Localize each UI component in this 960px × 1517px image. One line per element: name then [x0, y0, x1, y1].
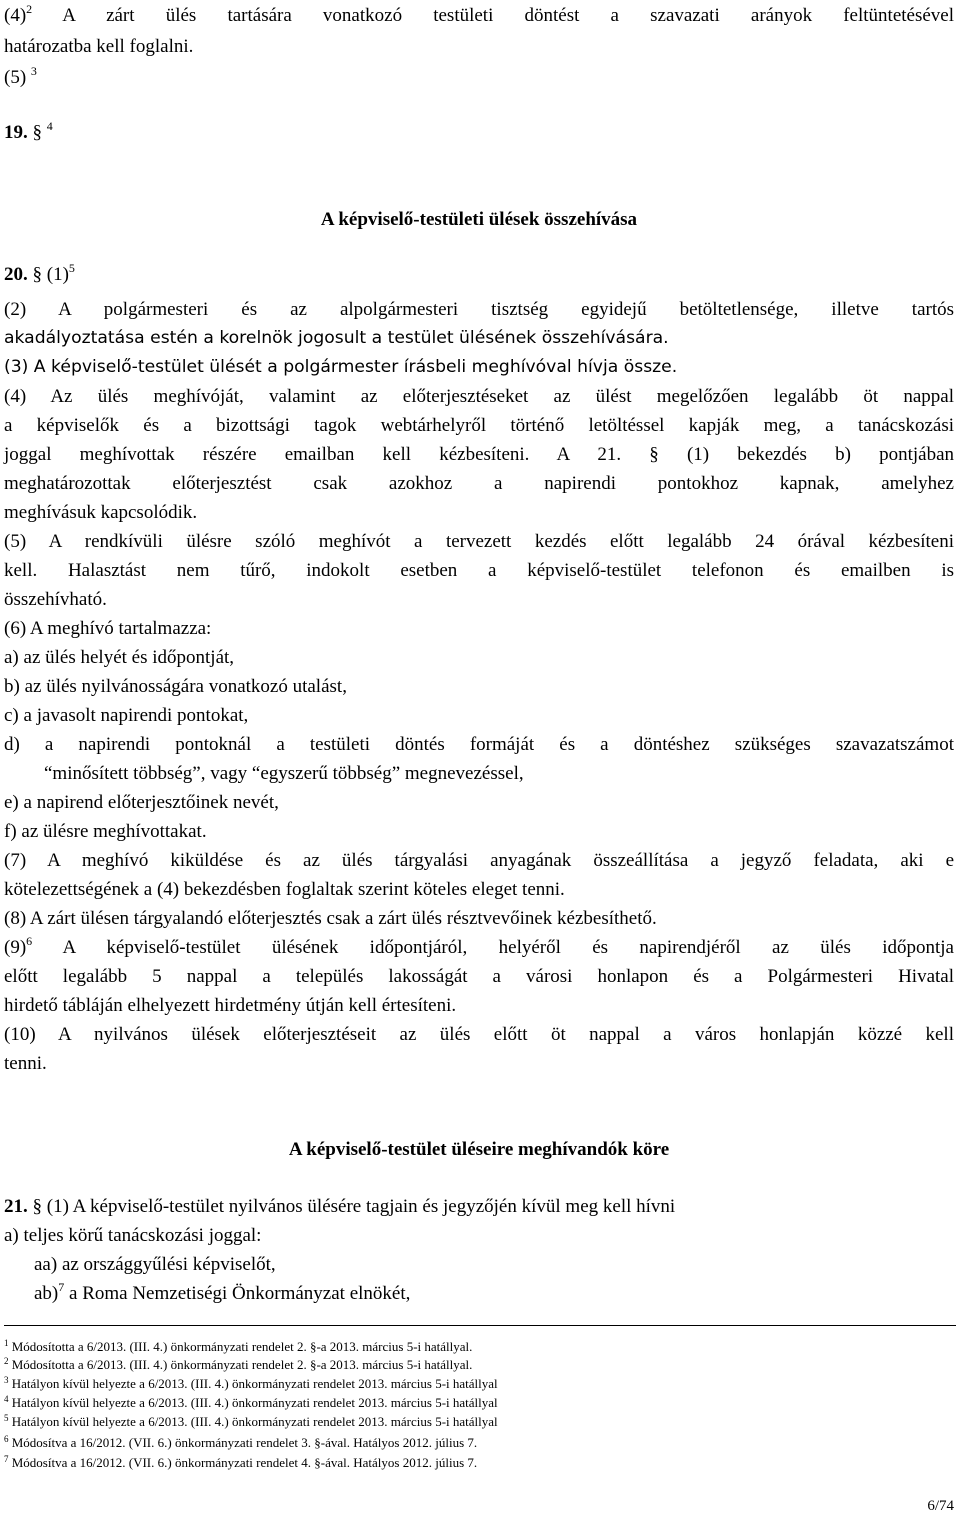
text-run: A képviselő-testület üléseire meghívandók köre — [288, 1139, 670, 1160]
footnote-number: 2 — [4, 1356, 9, 1366]
text-run: “minősített többség”, vagy “egyszerű többség” megnevezéssel, — [44, 763, 524, 784]
text-line — [4, 559, 954, 583]
footnote-ref: 5 — [68, 261, 75, 275]
text-run: a Roma Nemzetiségi Önkormányzat elnökét, — [64, 1283, 411, 1304]
text-line — [4, 326, 954, 350]
footnote-ref: 7 — [58, 1280, 65, 1294]
footnote — [4, 1414, 498, 1430]
footnote — [4, 1455, 477, 1471]
footnote-ref: 4 — [46, 119, 53, 133]
footnote — [4, 1357, 472, 1373]
text-run: b) az ülés nyilvánosságára vonatkozó utalást, — [4, 676, 347, 697]
text-line — [4, 617, 954, 641]
footnote — [4, 1339, 472, 1355]
text-run: (2) A polgármesteri és az alpolgármesteri tisztség egyidejű betöltetlensége, illetve tartós — [4, 299, 954, 320]
text-run: § (1) A képviselő-testület nyilvános ülésére tagjain és jegyzőjén kívül meg kell hívni — [32, 1196, 676, 1217]
footnote-text: Módosítva a 16/2012. (VII. 6.) önkormányzati rendelet 3. §-ával. Hatályos 2012. július 7. — [8, 1435, 478, 1450]
text-run: c) a javasolt napirendi pontokat, — [4, 705, 249, 726]
footnote-ref: 2 — [26, 2, 33, 16]
footnote-ref: 6 — [26, 934, 33, 948]
text-line — [4, 1023, 954, 1047]
footnote-number: 4 — [4, 1394, 9, 1404]
text-line — [4, 355, 954, 379]
footnote-number: 3 — [4, 1375, 9, 1385]
text-run: meghatározottak előterjesztést csak azokhoz a napirendi pontokhoz kapnak, amelyhez — [4, 473, 954, 494]
text-run: akadályoztatása estén a korelnök jogosult a testület ülésének összehívására. — [4, 328, 669, 348]
footnote-text: Hatályon kívül helyezte a 6/2013. (III. 4.) önkormányzati rendelet 2013. március 5-i hatállyal — [8, 1414, 498, 1429]
footnote-number: 1 — [4, 1338, 9, 1348]
list-item-continuation — [44, 762, 954, 786]
text-run: összehívható. — [4, 589, 107, 610]
text-run: határozatba kell foglalni. — [4, 36, 194, 57]
text-run: (8) A zárt ülésen tárgyalandó előterjesztés csak a zárt ülés résztvevőinek kézbesíthető. — [4, 908, 657, 929]
text-line — [4, 4, 954, 28]
text-run: e) a napirend előterjesztőinek nevét, — [4, 792, 279, 813]
text-run: a) az ülés helyét és időpontját, — [4, 647, 235, 668]
footnote-ref: 3 — [30, 64, 37, 78]
text-line — [4, 385, 954, 409]
footnote-number: 6 — [4, 1434, 9, 1444]
footnote-number: 7 — [4, 1454, 9, 1464]
text-run: 19. — [4, 122, 33, 143]
text-line — [4, 878, 954, 902]
text-run: tenni. — [4, 1053, 47, 1074]
text-line — [4, 35, 954, 59]
text-run: 20. — [4, 264, 33, 285]
list-item — [4, 1224, 954, 1248]
text-line — [4, 472, 954, 496]
text-run: kötelezettségének a (4) bekezdésben foglaltak szerint köteles eleget tenni. — [4, 879, 565, 900]
text-run: § (1) — [32, 264, 69, 285]
list-item — [4, 646, 954, 670]
text-run: f) az ülésre meghívottakat. — [4, 821, 207, 842]
text-run: (9) — [4, 937, 27, 958]
section-number — [4, 121, 954, 145]
text-run: a képviselők és a bizottsági tagok webtárhelyről történő letöltéssel kapják meg, a tanácskozási — [4, 415, 954, 436]
text-run: (5) A rendkívüli ülésre szóló meghívót a tervezett kezdés előtt legalább 24 órával kézbesíteni — [4, 531, 954, 552]
footnote-separator — [4, 1325, 956, 1326]
text-line — [4, 994, 954, 1018]
text-run: 21. — [4, 1196, 33, 1217]
text-run: a) teljes körű tanácskozási joggal: — [4, 1225, 262, 1246]
text-run: meghívásuk kapcsolódik. — [4, 502, 198, 523]
footnote-text: Módosította a 6/2013. (III. 4.) önkormányzati rendelet 2. §-a 2013. március 5-i hatállyal. — [8, 1339, 473, 1354]
footnote-number: 5 — [4, 1413, 9, 1423]
footnote-text: Módosította a 6/2013. (III. 4.) önkormányzati rendelet 2. §-a 2013. március 5-i hatállyal. — [8, 1357, 473, 1372]
footnote — [4, 1395, 498, 1411]
list-item — [4, 791, 954, 815]
text-line — [4, 1052, 954, 1076]
text-line — [4, 936, 954, 960]
text-line — [4, 298, 954, 322]
text-line — [4, 1195, 954, 1219]
text-run: A képviselő-testületi ülések összehívása — [320, 209, 638, 230]
text-run: (10) A nyilvános ülések előterjesztéseit az ülés előtt öt nappal a város honlapján közzé kell — [4, 1024, 954, 1045]
text-line — [4, 907, 954, 931]
text-line — [4, 530, 954, 554]
footnote-text: Hatályon kívül helyezte a 6/2013. (III. 4.) önkormányzati rendelet 2013. március 5-i hatállyal — [8, 1376, 498, 1391]
section-number — [4, 263, 954, 287]
text-run: (7) A meghívó kiküldése és az ülés tárgyalási anyagának összeállítása a jegyző feladata, aki e — [4, 850, 954, 871]
text-run: d) a napirendi pontoknál a testületi döntés formáját és a döntéshez szükséges szavazatszámot — [4, 734, 954, 755]
text-line — [4, 965, 954, 989]
list-item — [34, 1282, 954, 1306]
text-run: A zárt ülés tartására vonatkozó testületi döntést a szavazati arányok feltüntetésével — [32, 5, 954, 26]
text-line — [4, 443, 954, 467]
text-line — [4, 501, 954, 525]
page-number: 6/74 — [927, 1498, 954, 1514]
text-run: hirdető tábláján elhelyezett hirdetmény útján kell értesíteni. — [4, 995, 457, 1016]
footnote-text: Hatályon kívül helyezte a 6/2013. (III. 4.) önkormányzati rendelet 2013. március 5-i hatállyal — [8, 1395, 498, 1410]
list-item — [34, 1253, 954, 1277]
list-item — [4, 820, 954, 844]
text-run: (4) — [4, 5, 27, 26]
list-item — [4, 704, 954, 728]
text-run: ab) — [34, 1283, 59, 1304]
text-line — [4, 849, 954, 873]
text-run: előtt legalább 5 nappal a település lakosságát a városi honlapon és a Polgármesteri Hivatal — [4, 966, 954, 987]
text-run: A képviselő-testület ülésének időpontjáról, helyéről és napirendjéről az ülés időpontja — [32, 937, 954, 958]
text-run: aa) az országgyűlési képviselőt, — [34, 1254, 276, 1275]
text-run: kell. Halasztást nem tűrő, indokolt esetben a képviselő-testület telefonon és emailben is — [4, 560, 954, 581]
list-item — [4, 733, 954, 757]
footnote — [4, 1435, 477, 1451]
text-line — [4, 414, 954, 438]
text-run: (3) A képviselő-testület ülését a polgármester írásbeli meghívóval hívja össze. — [4, 357, 678, 377]
text-run: § — [32, 122, 47, 143]
text-run: (5) — [4, 67, 31, 88]
text-line — [4, 588, 954, 612]
section-heading — [4, 1138, 954, 1162]
text-line — [4, 66, 954, 90]
footnote — [4, 1376, 498, 1392]
text-run: (4) Az ülés meghívóját, valamint az előterjesztéseket az ülést megelőzően legalább öt nappal — [4, 386, 954, 407]
section-heading — [4, 208, 954, 232]
text-run: joggal meghívottak részére emailban kell kézbesíteni. A 21. § (1) bekezdés b) pontjában — [4, 444, 954, 465]
footnote-text: Módosítva a 16/2012. (VII. 6.) önkormányzati rendelet 4. §-ával. Hatályos 2012. július 7. — [8, 1455, 478, 1470]
list-item — [4, 675, 954, 699]
text-run: (6) A meghívó tartalmazza: — [4, 618, 212, 639]
